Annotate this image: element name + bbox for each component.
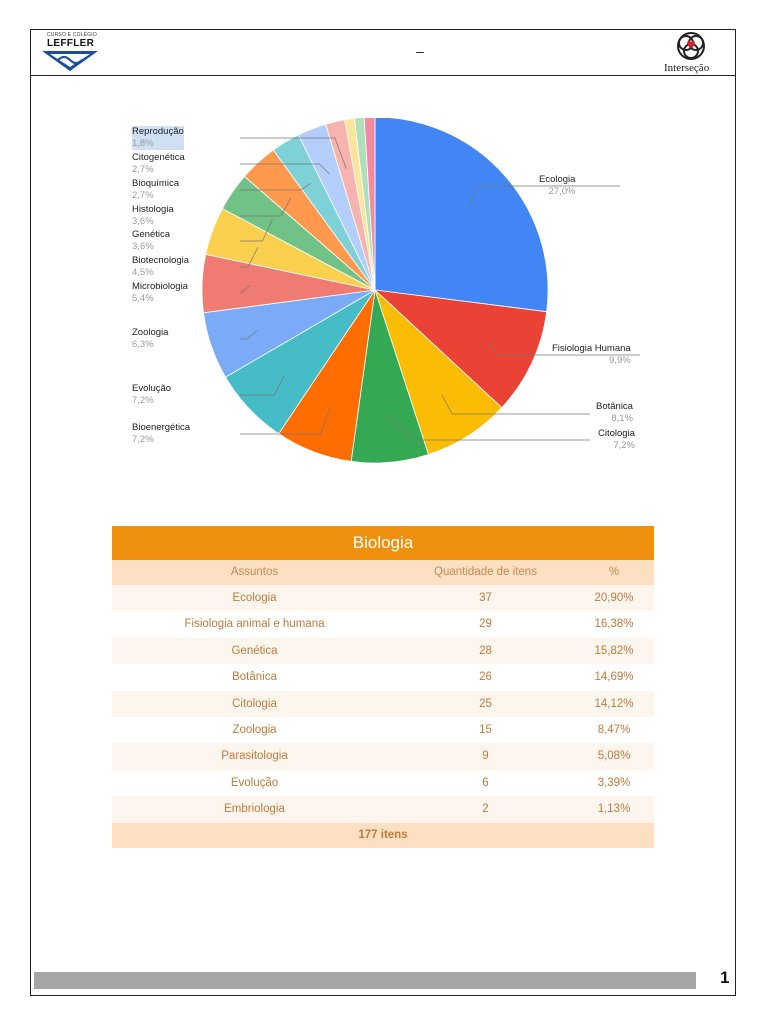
cell-assunto: Botânica <box>232 671 277 684</box>
table-row <box>112 743 654 769</box>
cell-assunto: Ecologia <box>232 592 277 604</box>
leffler-logo <box>40 32 104 74</box>
cell-percent: 5,08% <box>597 750 631 763</box>
cell-percent: 14,12% <box>594 697 634 710</box>
header-percent: % <box>608 566 620 578</box>
table-header-row <box>112 560 654 585</box>
cell-quantidade: 15 <box>479 723 492 736</box>
cell-percent: 14,69% <box>594 671 634 684</box>
cell-assunto: Evolução <box>230 776 279 789</box>
cell-quantidade: 28 <box>479 644 492 657</box>
cell-assunto: Fisiologia animal e humana <box>184 618 325 631</box>
label-genetica: Genética 3,6% <box>132 229 171 252</box>
label-evolucao: Evolução 7,2% <box>132 383 172 406</box>
table-row <box>112 691 654 717</box>
cell-percent: 8,47% <box>597 723 631 736</box>
table-title: Biologia <box>112 526 654 560</box>
table-row <box>112 611 654 637</box>
cell-quantidade: 37 <box>479 592 492 604</box>
cell-assunto: Citologia <box>232 697 277 710</box>
cell-assunto: Genética <box>231 644 278 657</box>
header-assuntos: Assuntos <box>230 566 279 578</box>
label-bioquimica: Bioquímica 2,7% <box>132 178 179 201</box>
cell-percent: 15,82% <box>594 644 634 657</box>
biologia-table <box>112 526 654 848</box>
label-biotecnologia: Biotecnologia 4,5% <box>132 255 190 278</box>
label-histologia: Histologia 3,6% <box>132 204 174 227</box>
cell-quantidade: 2 <box>482 803 489 816</box>
cell-percent: 16,38% <box>594 618 634 631</box>
page-number: 1 <box>720 968 730 987</box>
header-divider <box>30 75 736 76</box>
cell-quantidade: 9 <box>482 750 489 763</box>
pie-slice-ecologia <box>375 118 548 312</box>
label-zoologia: Zoologia 6,3% <box>132 327 169 350</box>
cell-quantidade: 6 <box>482 776 489 789</box>
table-row <box>112 638 654 664</box>
label-bioenergetica: Bioenergética 7,2% <box>132 422 191 445</box>
leffler-triangle-icon <box>40 50 100 72</box>
intersecao-logo <box>664 32 734 74</box>
table-total: 177 itens <box>112 823 654 848</box>
cell-percent: 1,13% <box>597 803 631 816</box>
cell-quantidade: 25 <box>479 697 492 710</box>
table-row <box>112 717 654 743</box>
intersecao-emblem-icon <box>674 32 708 62</box>
cell-percent: 3,39% <box>597 776 631 789</box>
intersecao-wordmark: Interseção <box>664 62 710 74</box>
table-row <box>112 796 654 822</box>
pie-chart <box>120 118 660 468</box>
cell-percent: 20,90% <box>594 592 634 604</box>
cell-quantidade: 29 <box>479 618 492 631</box>
label-ecologia: Ecologia 27,0% <box>539 174 576 197</box>
label-citogenetica: Citogenética 2,7% <box>132 152 185 175</box>
footer-bar <box>34 972 696 989</box>
label-botanica: Botânica 8,1% <box>596 401 633 424</box>
header-center-mark: – <box>416 43 424 59</box>
logo-tagline: CURSO E COLÉGIO <box>47 32 97 38</box>
header-quantidade: Quantidade de itens <box>434 566 537 578</box>
table-row <box>112 585 654 611</box>
label-citologia: Citologia 7,2% <box>598 428 635 451</box>
table-row <box>112 664 654 690</box>
cell-assunto: Embriologia <box>224 803 285 816</box>
label-microbiologia: Microbiologia 5,4% <box>132 281 188 304</box>
logo-brand: LEFFLER <box>47 38 95 49</box>
cell-assunto: Parasitologia <box>221 750 288 763</box>
pie-chart-svg <box>120 118 660 468</box>
cell-quantidade: 26 <box>479 671 492 684</box>
label-reproducao: Reprodução 1,8% <box>132 126 184 149</box>
table-row <box>112 770 654 796</box>
table-body <box>112 585 654 823</box>
label-fisiologia-humana: Fisiologia Humana 9,9% <box>552 343 631 366</box>
cell-assunto: Zoologia <box>232 723 277 736</box>
